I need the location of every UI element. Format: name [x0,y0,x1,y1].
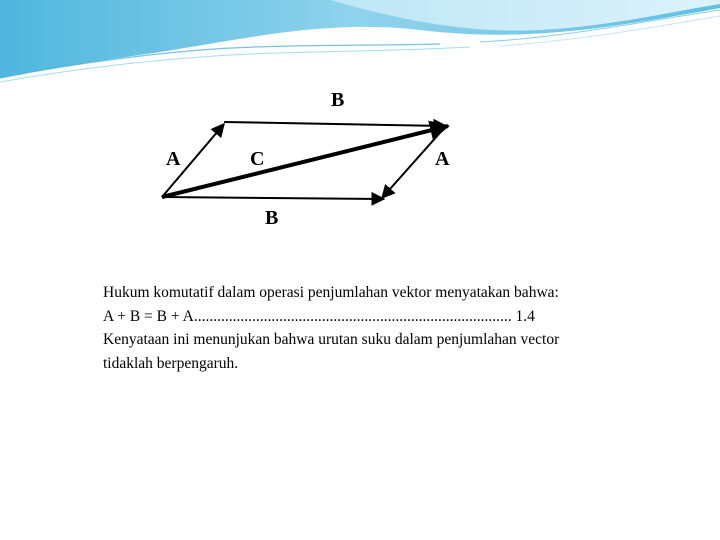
vector-parallelogram-diagram [150,82,466,234]
label-b-top: B [331,89,345,111]
label-a-left: A [166,148,181,170]
label-a-right: A [435,148,450,170]
body-text [103,281,663,375]
label-b-bottom: B [265,207,279,229]
text-line-equation: A + B = B + A.................................................................................. 1.4 [103,307,535,325]
text-line-explanation: Kenyataan ini menunjukan bahwa urutan suku dalam penjumlahan vector [103,331,560,348]
text-line-commutative-law: Hukum komutatif dalam operasi penjumlahan vektor menyatakan bahwa: [103,284,559,301]
header-wave-decoration [0,0,720,90]
label-c-center: C [250,148,265,170]
text-line-conclusion: tidaklah berpengaruh. [103,354,239,372]
